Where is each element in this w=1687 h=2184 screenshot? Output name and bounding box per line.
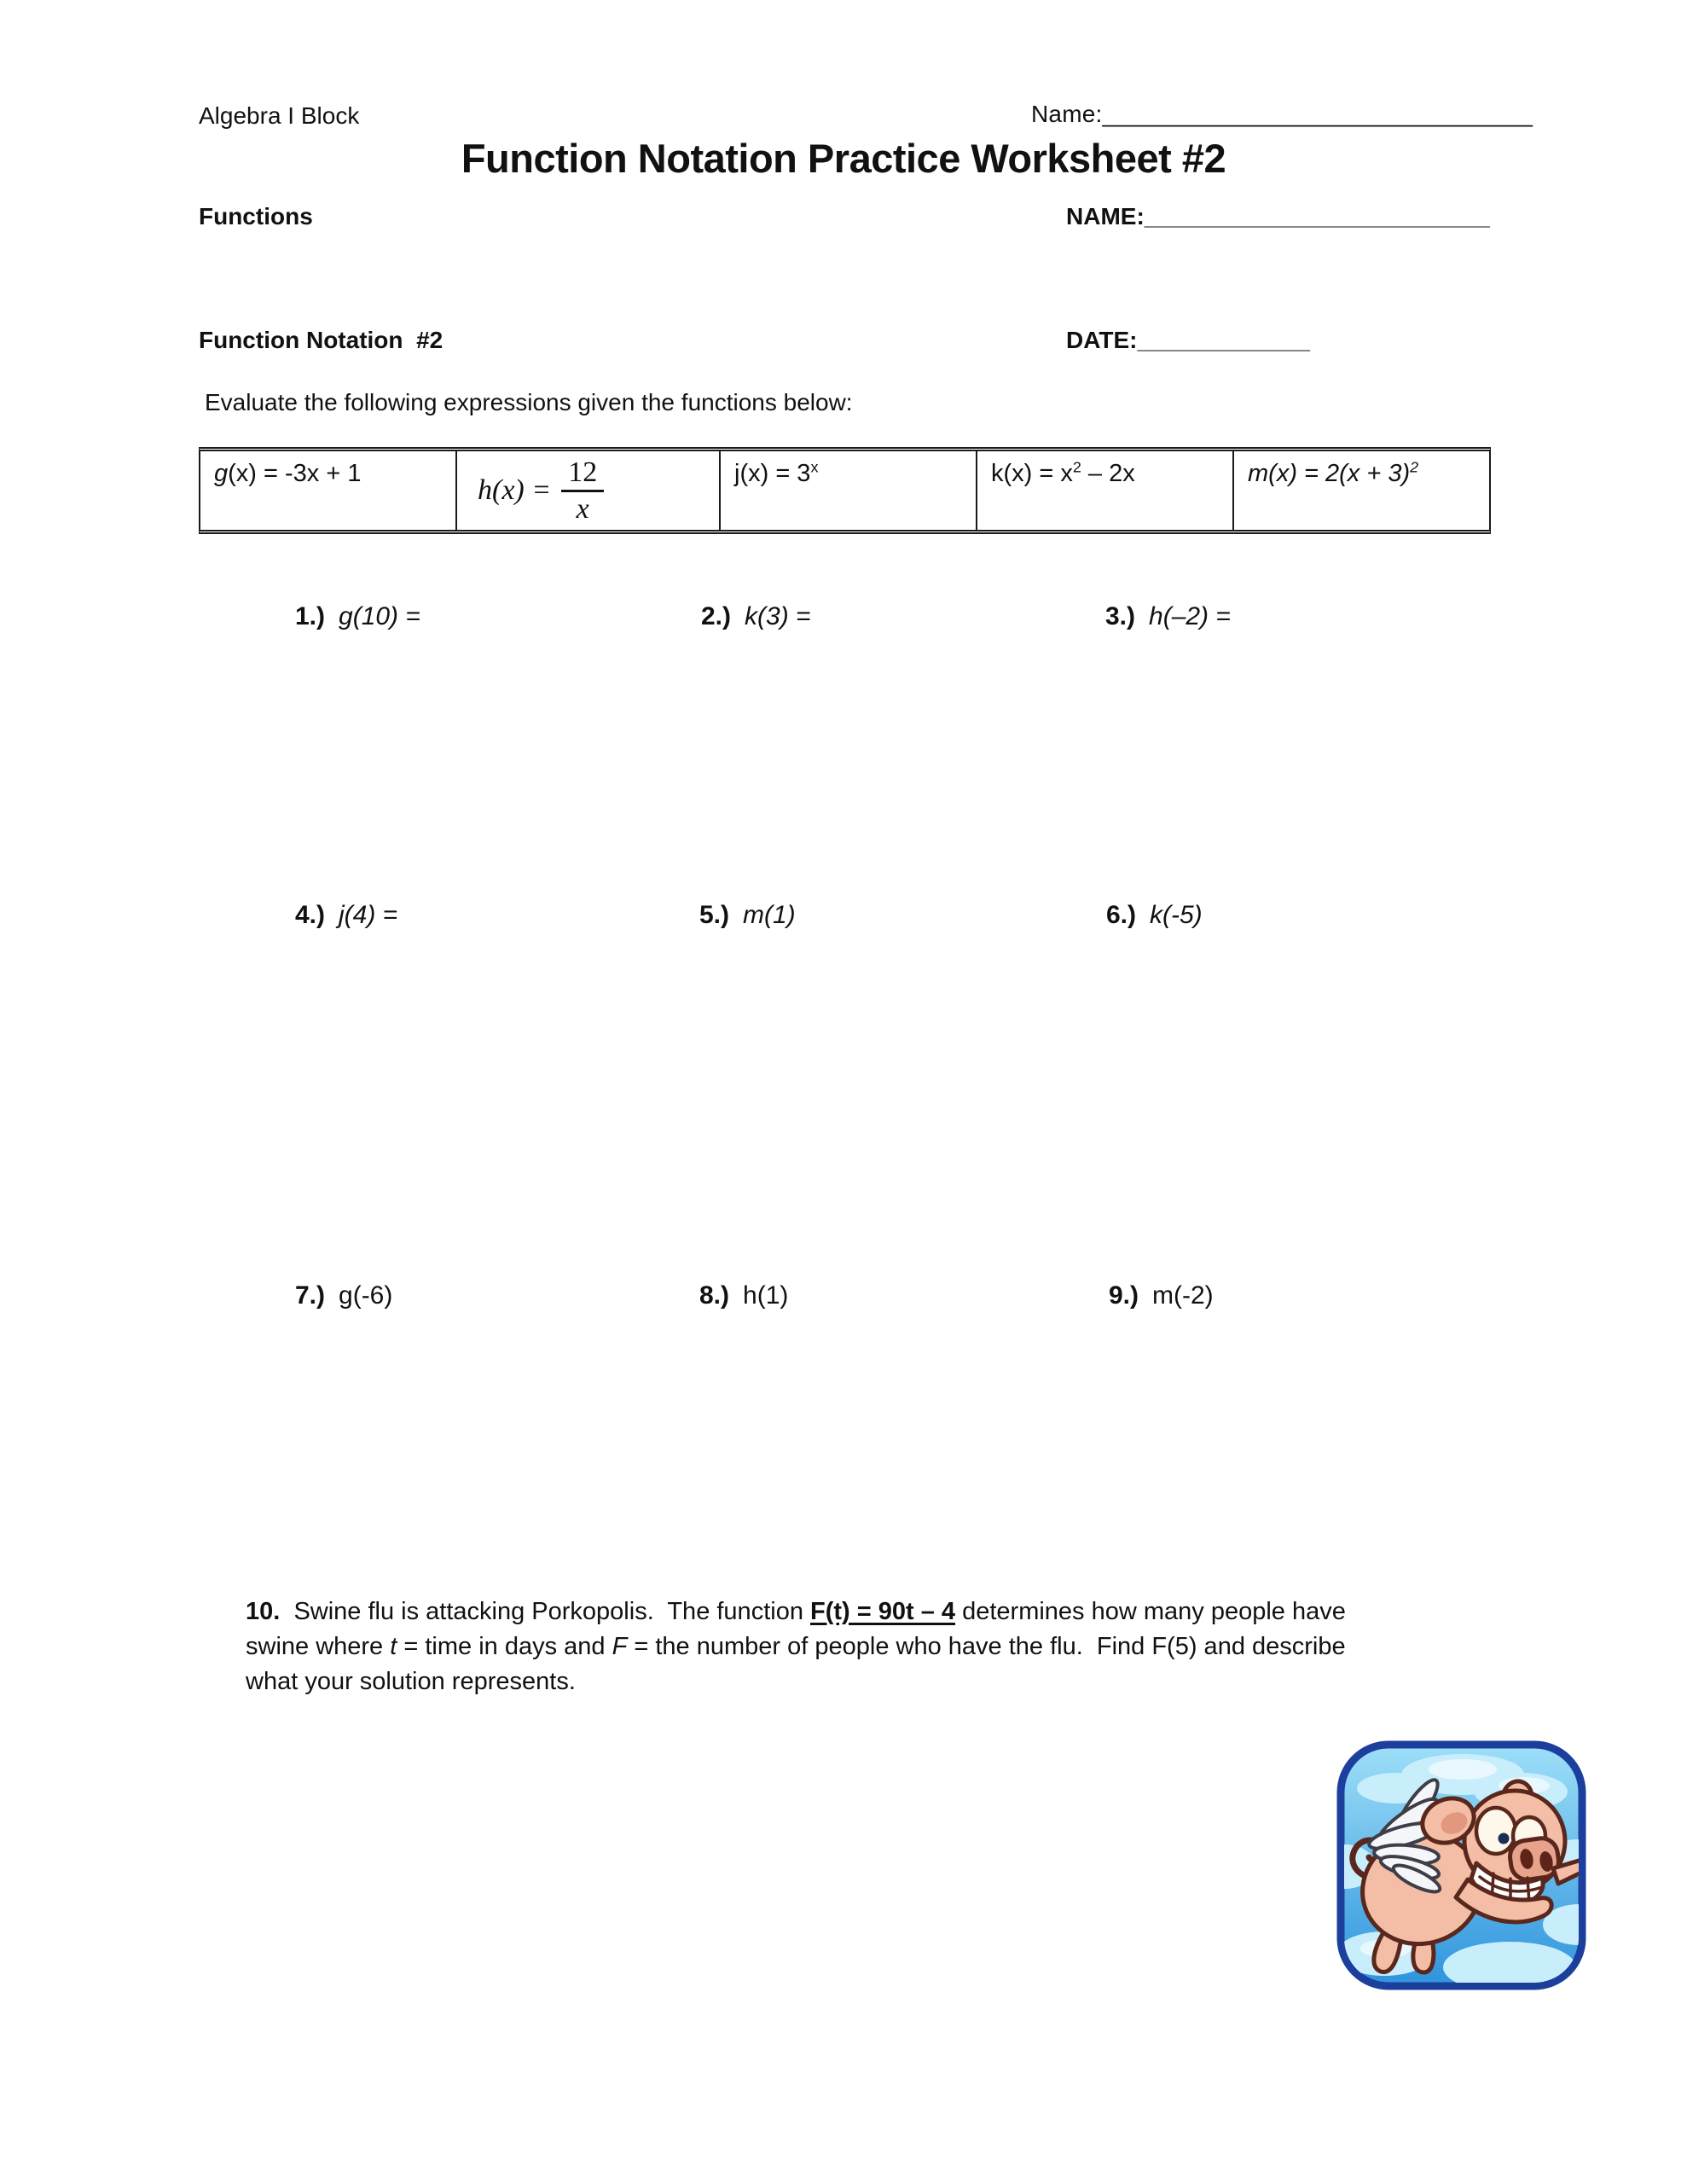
problem-6 — [1106, 901, 1203, 930]
problem-1 — [295, 602, 420, 631]
date-label: DATE: — [1066, 327, 1138, 353]
problem-7-number: 7.) — [295, 1281, 326, 1310]
problem-6-number: 6.) — [1106, 901, 1137, 929]
fraction-numerator: 12 — [561, 457, 604, 492]
name2-label: NAME: — [1066, 203, 1145, 229]
word-problem-line-3: what your solution represents. — [246, 1668, 576, 1695]
problem-5-expression: m(1) — [743, 901, 796, 929]
problem-3-expression: h(–2) = — [1149, 602, 1231, 630]
name-blank-line: ________________________________ — [1102, 101, 1533, 127]
problem-8-expression: h(1) — [743, 1281, 789, 1310]
name-label: Name: — [1031, 101, 1103, 127]
functions-heading: Functions — [199, 203, 313, 229]
problem-4-number: 4.) — [295, 901, 326, 929]
word-problem-line-1: 10. Swine flu is attacking Porkopolis. The function F(t) = 90t – 4 determines how many people have — [246, 1598, 1346, 1625]
course-label: Algebra I Block — [199, 102, 360, 129]
name2-field — [1066, 203, 1490, 230]
problem-1-expression: g(10) = — [339, 602, 420, 630]
problem-2-number: 2.) — [701, 602, 732, 630]
name-field — [1031, 101, 1533, 128]
icon-artwork — [1335, 1754, 1588, 1992]
worksheet-number-heading: Function Notation #2 — [199, 327, 443, 353]
instruction-text: Evaluate the following expressions given the functions below: — [205, 389, 853, 415]
problem-7-expression: g(-6) — [339, 1281, 393, 1310]
problem-1-number: 1.) — [295, 602, 326, 630]
problem-4 — [295, 901, 397, 930]
pig-eye-left — [1476, 1808, 1516, 1854]
page-title: Function Notation Practice Worksheet #2 — [461, 136, 1226, 181]
problem-3-number: 3.) — [1105, 602, 1136, 630]
problem-9 — [1109, 1281, 1214, 1310]
pig-snout — [1508, 1836, 1561, 1881]
fraction-denominator: x — [576, 492, 589, 525]
problem-7 — [295, 1281, 392, 1310]
flying-pig-icon — [1335, 1739, 1588, 1992]
problem-3 — [1105, 602, 1231, 631]
function-def-k: $k(x) = x^2 - 2x$ — [977, 451, 1234, 530]
function-def-h — [457, 451, 721, 530]
problem-9-number: 9.) — [1109, 1281, 1139, 1310]
functions-table — [199, 447, 1491, 534]
problem-8-number: 8.) — [699, 1281, 730, 1310]
name2-blank-line: __________________________ — [1144, 203, 1490, 229]
problem-2-expression: k(3) = — [745, 602, 811, 630]
problem-5-number: 5.) — [699, 901, 730, 929]
function-rule-text: F(t) = 90t – 4 — [810, 1598, 956, 1625]
fraction — [561, 457, 604, 524]
word-problem-10 — [246, 1594, 1525, 1699]
h-equation-lead: h(x) = — [478, 474, 552, 506]
problem-6-expression: k(-5) — [1150, 901, 1203, 929]
word-problem-number: 10. — [246, 1598, 281, 1625]
date-field — [1066, 327, 1310, 354]
problem-5 — [699, 901, 796, 930]
pig-pupil-left — [1499, 1833, 1510, 1844]
word-problem-line-2: swine where t = time in days and F = the number of people who have the flu. Find F(5) and describe — [246, 1633, 1346, 1660]
problem-4-expression: j(4) = — [339, 901, 398, 929]
problem-2 — [701, 602, 811, 631]
function-def-g: g(x) = -3x + 1 — [200, 451, 457, 530]
date-blank-line: _____________ — [1137, 327, 1310, 353]
problem-9-expression: m(-2) — [1152, 1281, 1214, 1310]
function-def-m: $m(x) = 2(x + 3)^2$ — [1248, 458, 1419, 487]
problem-8 — [699, 1281, 788, 1310]
function-def-j: $j(x) = 3^x$ — [721, 451, 977, 530]
